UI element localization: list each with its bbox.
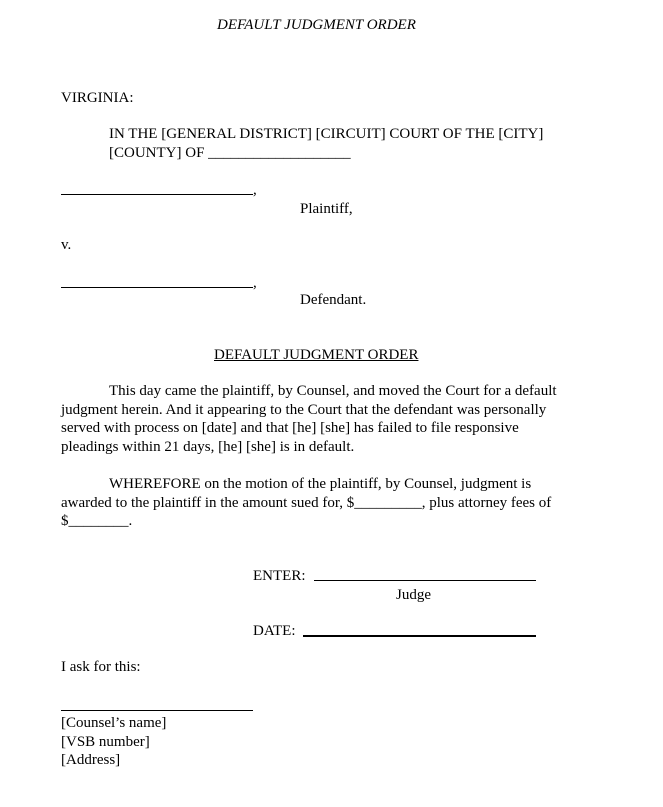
defendant-name-line bbox=[61, 287, 253, 288]
counsel-signature-line bbox=[61, 710, 253, 711]
running-title: DEFAULT JUDGMENT ORDER bbox=[217, 17, 416, 33]
paragraph-line: served with process on [date] and that [he] [she] has failed to file responsive bbox=[61, 420, 519, 436]
counsel-vsb-number: [VSB number] bbox=[61, 734, 150, 750]
judge-label: Judge bbox=[396, 587, 431, 603]
plaintiff-name-line bbox=[61, 194, 253, 195]
paragraph-line: This day came the plaintiff, by Counsel, and moved the Court for a default bbox=[109, 383, 557, 399]
paragraph-line: WHEREFORE on the motion of the plaintiff, by Counsel, judgment is bbox=[109, 476, 532, 492]
defendant-label: Defendant. bbox=[300, 292, 367, 308]
enter-label: ENTER: bbox=[253, 568, 306, 584]
judge-signature-line bbox=[314, 580, 536, 581]
paragraph-line: pleadings within 21 days, [he] [she] is in default. bbox=[61, 438, 355, 455]
counsel-name: [Counsel’s name] bbox=[61, 715, 167, 731]
plaintiff-comma: , bbox=[253, 182, 257, 198]
versus-label: v. bbox=[61, 237, 72, 253]
order-paragraph-2 bbox=[61, 475, 551, 531]
paragraph-line: awarded to the plaintiff in the amount sued for, $_________, plus attorney fees of bbox=[61, 494, 552, 511]
defendant-comma: , bbox=[253, 275, 257, 291]
ask-text: I ask for this: bbox=[61, 659, 141, 675]
paragraph-line: judgment herein. And it appearing to the Court that the defendant was personally bbox=[61, 401, 547, 418]
document-title: DEFAULT JUDGMENT ORDER bbox=[214, 347, 419, 363]
state-heading: VIRGINIA: bbox=[61, 90, 134, 106]
counsel-address: [Address] bbox=[61, 752, 121, 768]
paragraph-line: $________. bbox=[61, 513, 133, 529]
court-line-1: IN THE [GENERAL DISTRICT] [CIRCUIT] COURT OF THE [CITY] bbox=[109, 126, 544, 142]
court-line-2: [COUNTY] OF ___________________ bbox=[109, 145, 351, 161]
date-label: DATE: bbox=[253, 623, 296, 639]
plaintiff-label: Plaintiff, bbox=[300, 201, 353, 217]
order-paragraph-1 bbox=[61, 382, 557, 456]
date-line bbox=[303, 635, 536, 637]
